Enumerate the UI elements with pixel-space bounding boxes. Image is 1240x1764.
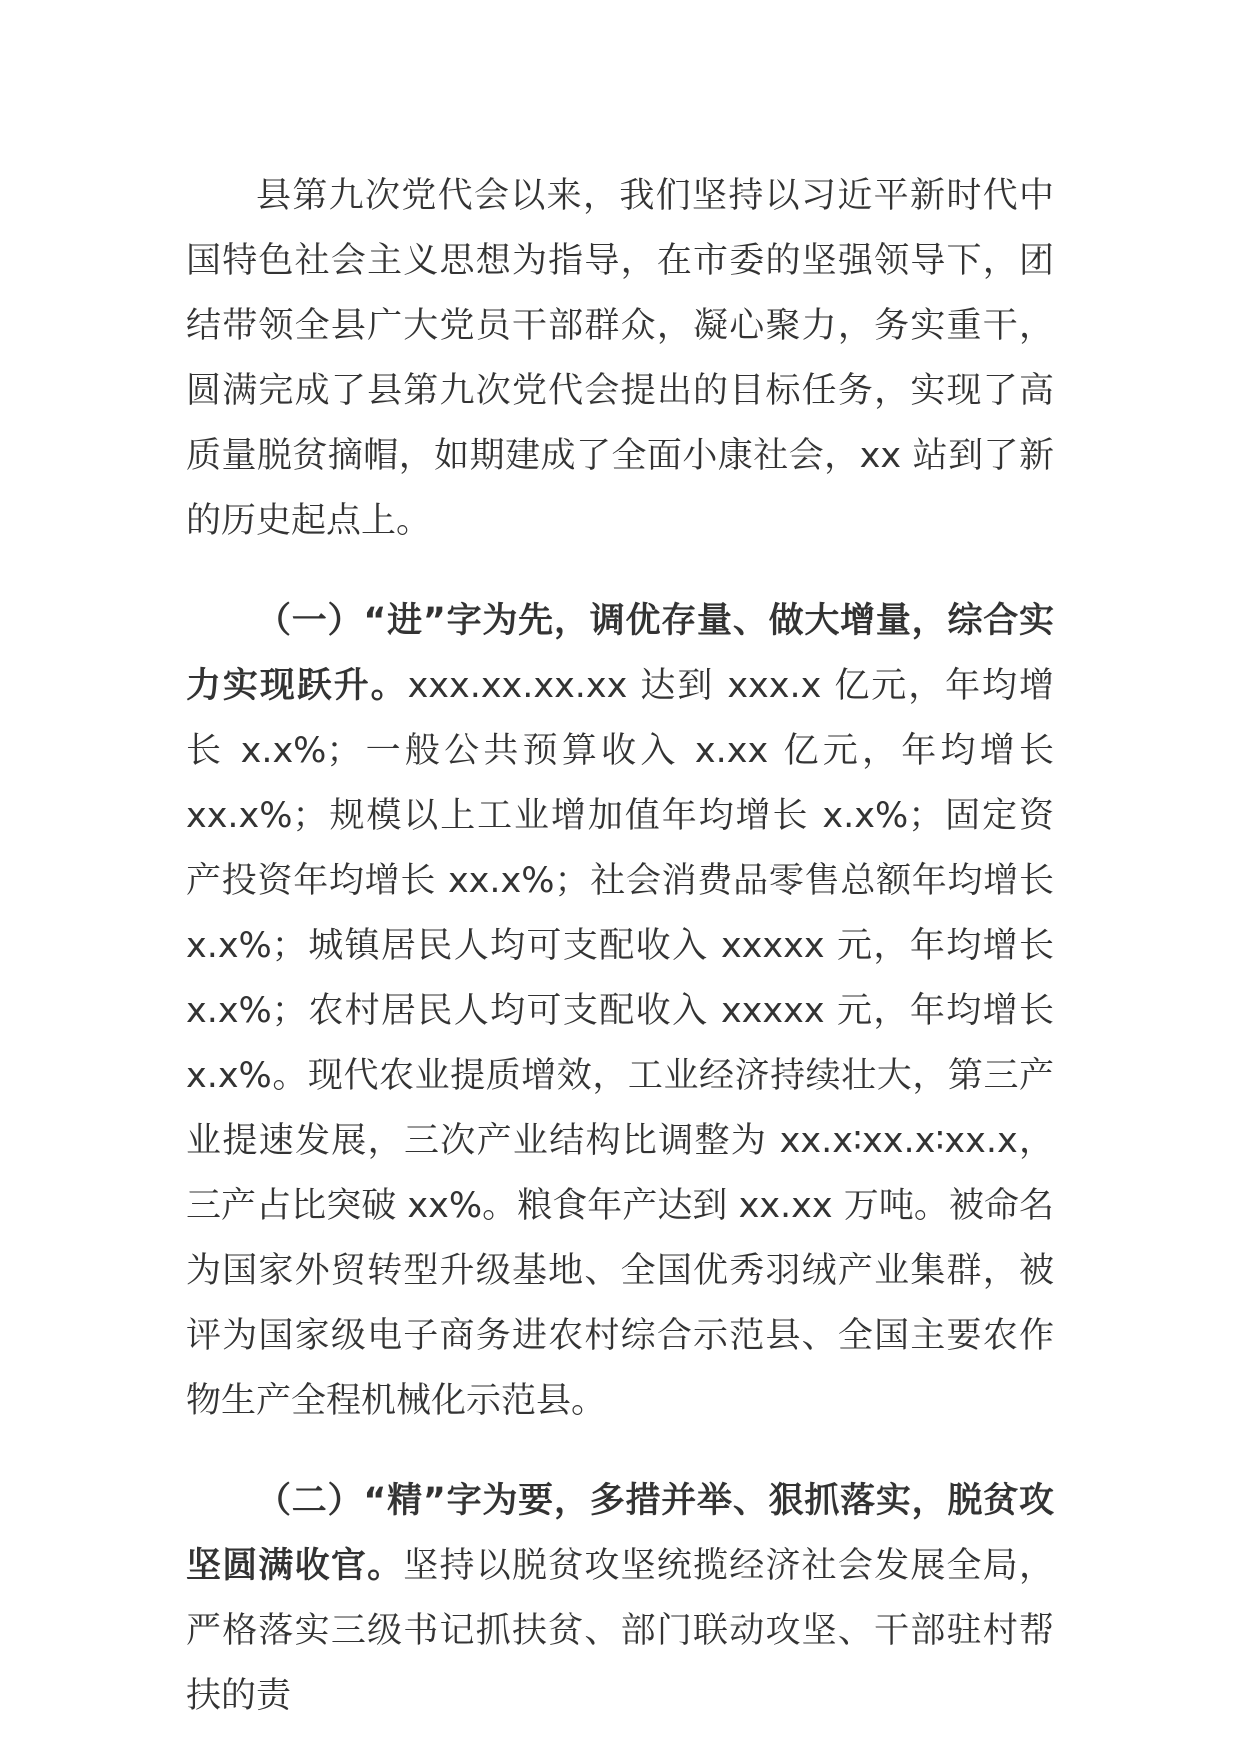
section-paragraph-1	[186, 589, 1054, 1434]
section-body-2: 坚持以脱贫攻坚统揽经济社会发展全局，严格落实三级书记抓扶贫、部门联动攻坚、干部驻村帮扶的责	[186, 1546, 1054, 1716]
section-paragraph-2	[186, 1469, 1054, 1729]
section-heading-1: （一）“进”字为先，调优存量、做大增量，综合实力实现跃升。	[186, 601, 1054, 706]
intro-paragraph: 县第九次党代会以来，我们坚持以习近平新时代中国特色社会主义思想为指导，在市委的坚强领导下，团结带领全县广大党员干部群众，凝心聚力，务实重干，圆满完成了县第九次党代会提出的目标任务，实现了高质量脱贫摘帽，如期建成了全面小康社会，xx 站到了新的历史起点上。	[186, 176, 1054, 541]
document-body	[186, 164, 1054, 1764]
section-heading-2: （二）“精”字为要，多措并举、狠抓落实，脱贫攻坚圆满收官。	[186, 1481, 1054, 1586]
section-body-1: xxx.xx.xx.xx 达到 xxx.x 亿元，年均增长 x.x%；一般公共预算收入 x.xx 亿元，年均增长 xx.x%；规模以上工业增加值年均增长 x.x%；固定资产投资年均增长 xx.x%；社会消费品零售总额年均增长 x.x%；城镇居民人均可支配收入 xxxxx 元，年均增长 x.x%；农村居民人均可支配收入 xxxxx 元，年均增长 x.x%。现代农业提质增效，工业经济持续壮大，第三产业提速发展，三次产业结构比调整为 xx.x∶xx.x∶xx.x，三产占比突破 xx%。粮食年产达到 xx.xx 万吨。被命名为国家外贸转型升级基地、全国优秀羽绒产业集群，被评为国家级电子商务进农村综合示范县、全国主要农作物生产全程机械化示范县。	[186, 666, 1054, 1421]
